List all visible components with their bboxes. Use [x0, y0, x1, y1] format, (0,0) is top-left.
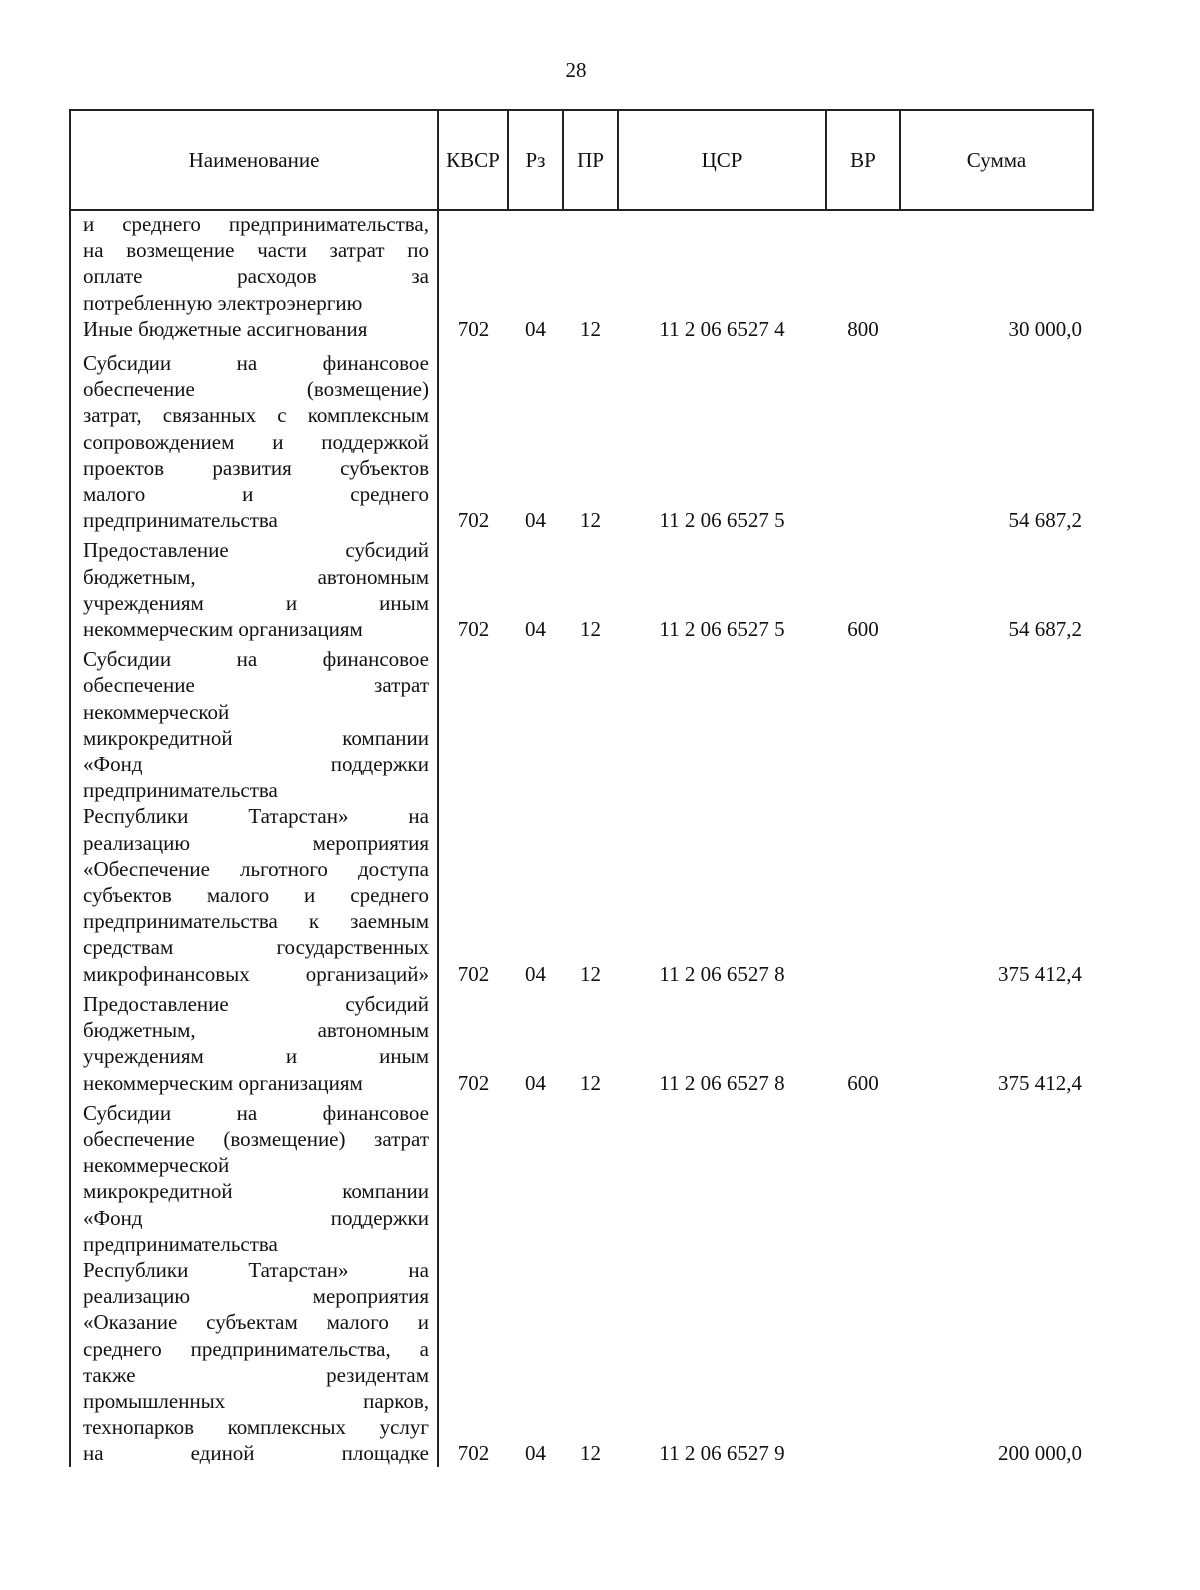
row-kvsr: 702	[457, 1070, 490, 1095]
row-name-line: среднего предпринимательства, а	[83, 1336, 429, 1361]
row-name	[70, 210, 438, 316]
row-name-line: сопровождением и поддержкой	[83, 429, 429, 454]
row-kvsr: 702	[457, 961, 490, 986]
row-name-line: также резидентам	[83, 1362, 429, 1387]
table-row	[70, 642, 1093, 987]
row-name-line: «Обеспечение льготного доступа	[83, 856, 429, 881]
row-name-line: учреждениям и иным	[83, 590, 429, 615]
row-name-line: на единой площадке	[83, 1441, 429, 1466]
budget-table	[69, 109, 1094, 1467]
row-name-line: оплате расходов за	[83, 264, 429, 289]
row-name	[70, 642, 438, 987]
row-name-line: затрат, связанных с комплексным	[83, 403, 429, 428]
row-name-line: микрокредитной компании	[83, 725, 429, 750]
row-rz: 04	[525, 1070, 546, 1095]
row-name-line: Субсидии на финансовое	[83, 351, 429, 376]
row-name-line: предпринимательства	[83, 1231, 278, 1256]
table-row	[70, 987, 1093, 1096]
header-vr: ВР	[826, 110, 900, 210]
row-name-line: «Оказание субъектам малого и	[83, 1310, 429, 1335]
row-name-line: реализацию мероприятия	[83, 830, 429, 855]
header-pr: ПР	[563, 110, 618, 210]
row-name-line: некоммерческим организациям	[83, 1070, 363, 1095]
row-vr: 800	[847, 316, 879, 341]
row-csr: 11 2 06 6527 8	[659, 1070, 785, 1095]
table-row	[70, 342, 1093, 533]
table-row	[70, 210, 1093, 316]
row-name-line: Республики Татарстан» на	[83, 804, 429, 829]
row-sum: 54 687,2	[1008, 617, 1082, 642]
row-name-line: учреждениям и иным	[83, 1044, 429, 1069]
row-csr: 11 2 06 6527 8	[659, 961, 785, 986]
row-name-line: реализацию мероприятия	[83, 1284, 429, 1309]
row-name-line: на возмещение части затрат по	[83, 238, 429, 263]
row-name-line: предпринимательства	[83, 508, 278, 533]
row-pr: 12	[580, 1441, 601, 1466]
table-header	[70, 110, 1093, 210]
row-pr: 12	[580, 617, 601, 642]
row-name-line: «Фонд поддержки	[83, 1205, 429, 1230]
row-name-line: «Фонд поддержки	[83, 752, 429, 777]
row-pr: 12	[580, 1070, 601, 1095]
row-pr: 12	[580, 316, 601, 341]
row-rz: 04	[525, 508, 546, 533]
row-name	[70, 987, 438, 1096]
row-kvsr: 702	[457, 617, 490, 642]
header-rz: Рз	[508, 110, 563, 210]
row-rz: 04	[525, 1441, 546, 1466]
row-kvsr: 702	[457, 508, 490, 533]
row-name	[70, 342, 438, 533]
row-name-line: обеспечение (возмещение) затрат	[83, 1126, 429, 1151]
row-name-line: проектов развития субъектов	[83, 455, 429, 480]
row-name-line: предпринимательства	[83, 778, 278, 803]
row-name-line: промышленных парков,	[83, 1388, 429, 1413]
row-sum: 30 000,0	[1008, 316, 1082, 341]
row-name-line: некоммерческим организациям	[83, 617, 363, 642]
row-name-line: обеспечение (возмещение)	[83, 377, 429, 402]
row-name	[70, 533, 438, 642]
row-sum	[900, 210, 1093, 316]
row-rz: 04	[525, 316, 546, 341]
row-csr	[618, 210, 826, 316]
row-name-line: и среднего предпринимательства,	[83, 212, 429, 236]
row-name-line: малого и среднего	[83, 482, 429, 507]
row-sum: 54 687,2	[1008, 508, 1082, 533]
table-row	[70, 316, 1093, 342]
row-rz	[508, 210, 563, 316]
row-kvsr: 702	[457, 316, 490, 341]
row-name-line: потребленную электроэнергию	[83, 290, 363, 315]
row-vr	[826, 642, 900, 987]
row-rz: 04	[525, 961, 546, 986]
row-name-line: субъектов малого и среднего	[83, 883, 429, 908]
row-kvsr	[438, 210, 508, 316]
row-csr: 11 2 06 6527 5	[659, 617, 785, 642]
header-kvsr: КВСР	[438, 110, 508, 210]
row-name-line: Иные бюджетные ассигнования	[83, 316, 368, 341]
row-name-line: Субсидии на финансовое	[83, 1100, 429, 1125]
row-name	[70, 1096, 438, 1467]
row-name-line: бюджетным, автономным	[83, 564, 429, 589]
row-vr	[826, 210, 900, 316]
page-number: 28	[565, 58, 587, 82]
header-sum: Сумма	[900, 110, 1093, 210]
row-vr: 600	[847, 1070, 879, 1095]
row-name-line: микрофинансовых организаций»	[83, 961, 429, 986]
header-csr: ЦСР	[618, 110, 826, 210]
row-sum: 375 412,4	[998, 961, 1082, 986]
row-csr: 11 2 06 6527 5	[659, 508, 785, 533]
row-name-line: бюджетным, автономным	[83, 1018, 429, 1043]
row-name-line: микрокредитной компании	[83, 1179, 429, 1204]
row-csr: 11 2 06 6527 4	[659, 316, 785, 341]
row-name-line: Республики Татарстан» на	[83, 1257, 429, 1282]
row-pr: 12	[580, 508, 601, 533]
row-pr: 12	[580, 961, 601, 986]
row-name	[70, 316, 438, 342]
row-name-line: предпринимательства к заемным	[83, 909, 429, 934]
row-vr: 600	[847, 617, 879, 642]
table-body	[70, 210, 1093, 1467]
row-name-line: технопарков комплексных услуг	[83, 1415, 429, 1440]
row-sum: 200 000,0	[998, 1441, 1082, 1466]
header-name: Наименование	[70, 110, 438, 210]
row-name-line: некоммерческой	[83, 1153, 230, 1178]
row-csr: 11 2 06 6527 9	[659, 1441, 785, 1466]
row-rz: 04	[525, 617, 546, 642]
row-name-line: Предоставление субсидий	[83, 538, 429, 563]
row-vr	[826, 1096, 900, 1467]
row-sum: 375 412,4	[998, 1070, 1082, 1095]
row-name-line: средствам государственных	[83, 935, 429, 960]
row-vr	[826, 342, 900, 533]
table-row	[70, 533, 1093, 642]
row-kvsr: 702	[457, 1441, 490, 1466]
table-row	[70, 1096, 1093, 1467]
row-name-line: обеспечение затрат	[83, 673, 429, 698]
row-pr	[563, 210, 618, 316]
row-name-line: Предоставление субсидий	[83, 991, 429, 1016]
row-name-line: некоммерческой	[83, 699, 230, 724]
row-name-line: Субсидии на финансовое	[83, 647, 429, 672]
